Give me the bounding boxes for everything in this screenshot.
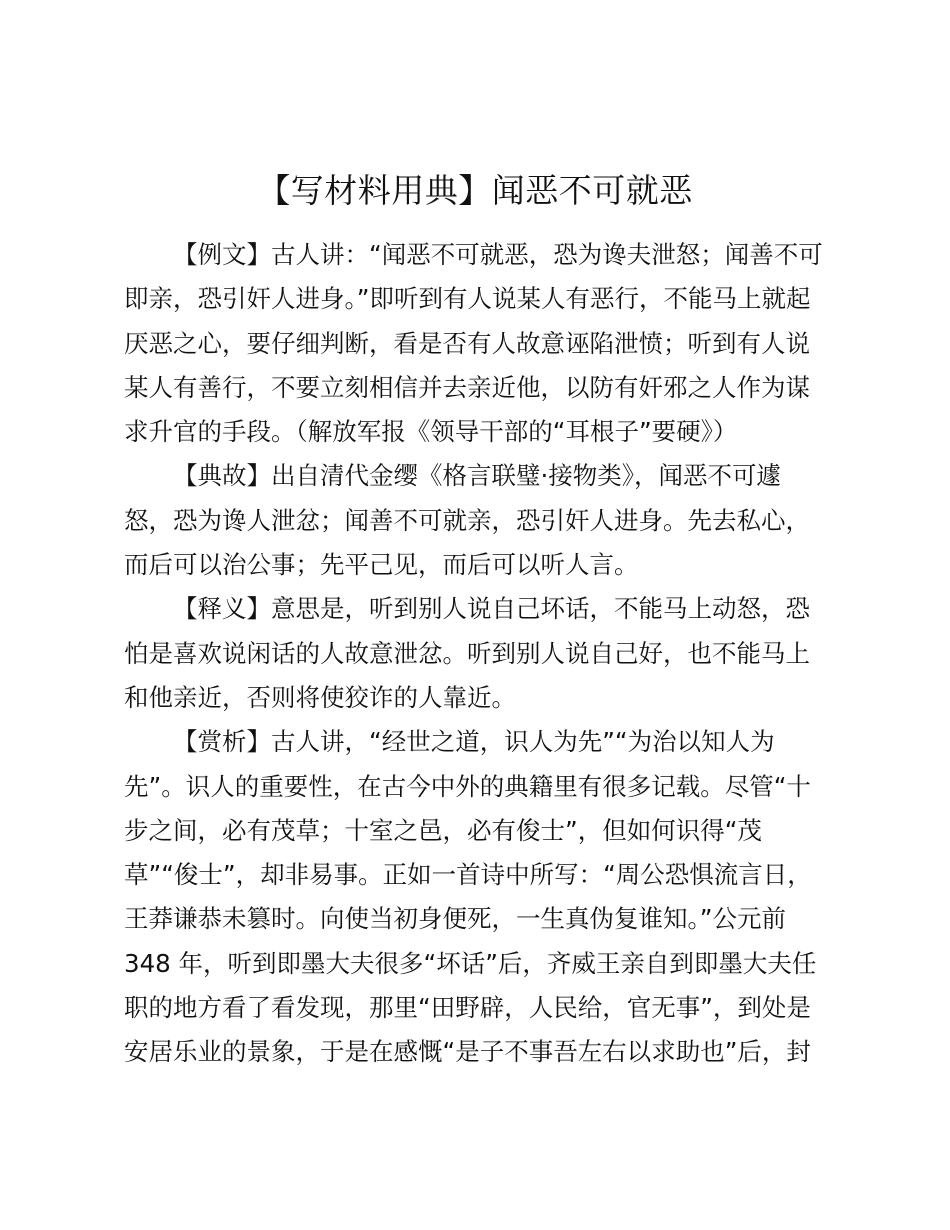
text-line: 【典故】出自清代金缨《格言联璧·接物类》，闻恶不可遽 [173, 461, 782, 491]
text-line: 王莽谦恭未篡时。向使当初身便死，一生真伪复谁知。”公元前 [124, 904, 786, 934]
text-line: 【赏析】古人讲，“经世之道，识人为先”“为治以知人为 [173, 727, 775, 757]
text-line: 厌恶之心，要仔细判断，看是否有人故意诬陷泄愤；听到有人说 [124, 328, 810, 358]
text-line: 某人有善行，不要立刻相信并去亲近他，以防有奸邪之人作为谋 [124, 372, 810, 402]
text-line: 安居乐业的景象，于是在感慨“是子不事吾左右以求助也”后，封 [124, 1037, 811, 1067]
text-line: 怒，恐为谗人泄忿；闻善不可就亲，恐引奸人进身。先去私心， [124, 505, 810, 535]
text-line: 【释义】意思是，听到别人说自己坏话，不能马上动怒，恐 [173, 594, 810, 624]
text-line: 职的地方看了看发现，那里“田野辟，人民给，官无事”，到处是 [124, 993, 811, 1023]
document-body [124, 233, 836, 1075]
text-line: 求升官的手段。（解放军报《领导干部的“耳根子”要硬》） [124, 417, 738, 447]
text-line: 和他亲近，否则将使狡诈的人靠近。 [124, 682, 516, 712]
text-line: 【例文】古人讲：“闻恶不可就恶，恐为谗夫泄怒；闻善不可 [173, 240, 823, 269]
text-line: 怕是喜欢说闲话的人故意泄忿。听到别人说自己好，也不能马上 [124, 638, 810, 668]
text-line: 草”“俊士”，却非易事。正如一首诗中所写：“周公恐惧流言日， [124, 860, 812, 890]
text-line: 348 年，听到即墨大夫很多“坏话”后，齐威王亲自到即墨大夫任 [124, 948, 817, 978]
document-title: 【写材料用典】闻恶不可就恶 [257, 171, 693, 210]
text-line: 先”。识人的重要性，在古今中外的典籍里有很多记载。尽管“十 [124, 771, 811, 801]
text-line: 步之间，必有茂草；十室之邑，必有俊士”，但如何识得“茂 [124, 815, 762, 845]
text-line: 而后可以治公事；先平己见，而后可以听人言。 [124, 550, 639, 580]
text-line: 即亲，恐引奸人进身。”即听到有人说某人有恶行，不能马上就起 [124, 284, 811, 314]
